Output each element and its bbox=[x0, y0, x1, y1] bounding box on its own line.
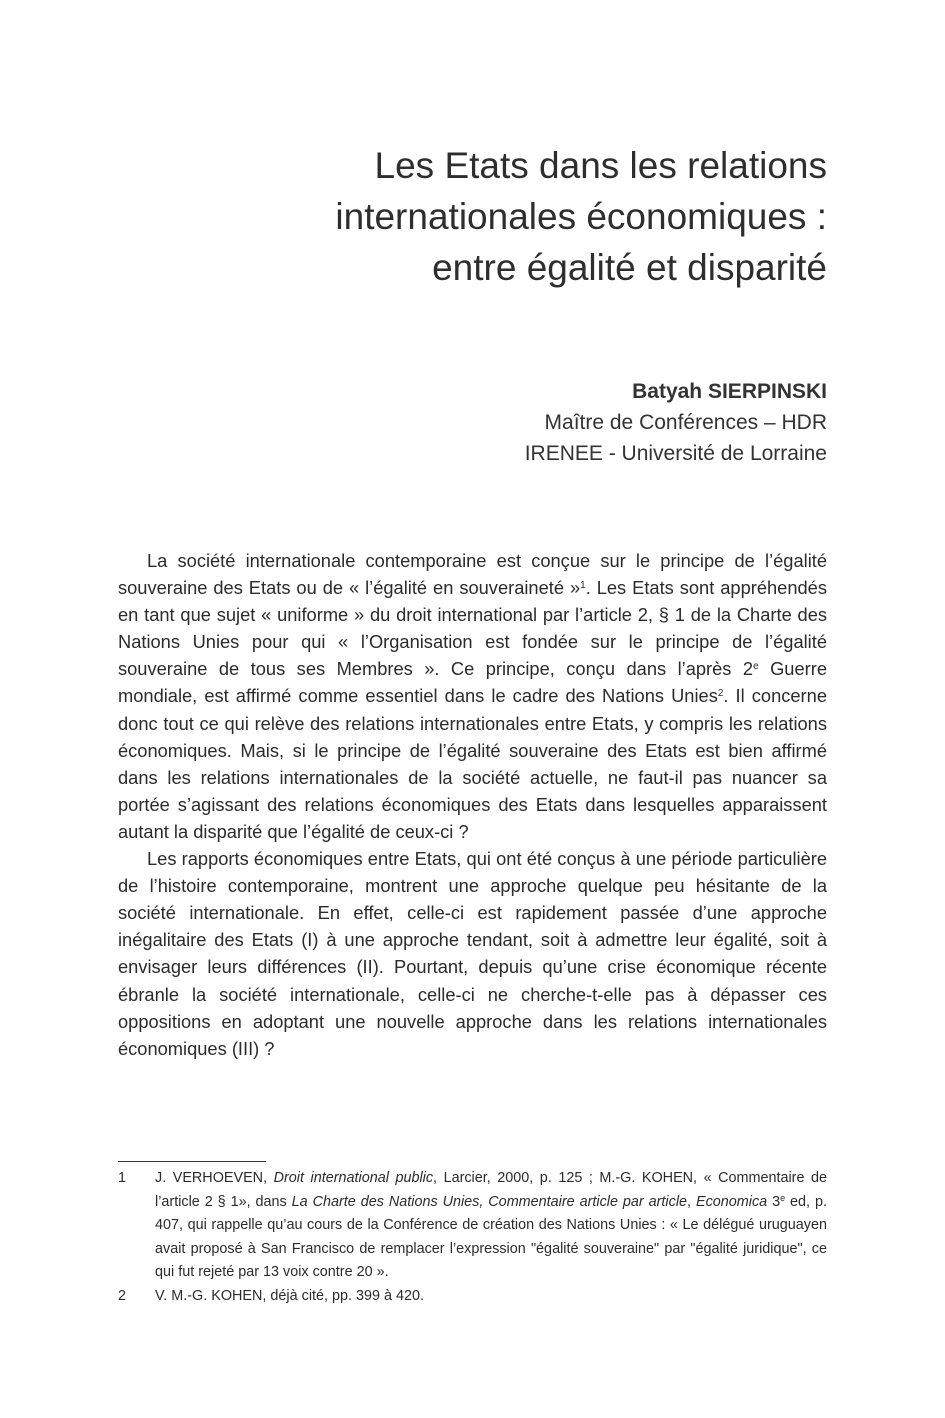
italic-title: Droit international public bbox=[273, 1170, 434, 1186]
title-line: Les Etats dans les relations bbox=[374, 145, 827, 186]
text-segment: , Larcier, 2000, p. 125 ; M.-G. KOHEN, « Commentaire de l’article 2 § 1», dans bbox=[155, 1170, 827, 1210]
text-segment: J. VERHOEVEN, bbox=[155, 1170, 274, 1186]
author-position: Maître de Conférences – HDR bbox=[544, 411, 827, 434]
text-segment: Guerre mondiale, est affirmé comme essentiel dans le cadre des Nations Unies bbox=[118, 658, 827, 707]
article-body bbox=[118, 547, 827, 1062]
text-segment: . Les Etats sont appréhendés en tant que sujet « uniforme » du droit international par l’article 2, § 1 de la Charte des Nations Unies pour qui « l’Organisation est fondée sur le principe de l’égalité souveraine de tous ses Membres ». Ce principe, conçu dans l’après 2 bbox=[118, 577, 827, 680]
text-segment: V. M.-G. KOHEN, déjà cité, pp. 399 à 420. bbox=[155, 1287, 425, 1304]
ordinal-superscript: e bbox=[753, 661, 759, 673]
article-title bbox=[200, 140, 827, 293]
paragraph: Les rapports économiques entre Etats, qui ont été conçus à une période particulière de l’histoire contemporaine, montrent une approche quelque peu hésitante de la société internationale. En effet, celle-ci est rapidement passée d’une approche inégalitaire des Etats (I) à une approche tendant, soit à admettre leur égalité, soit à envisager leurs différences (II). Pourtant, depuis qu’une crise économique récente ébranle la société internationale, celle-ci ne cherche-t-elle pas à dépasser ces oppositions en adoptant une nouvelle approche dans les relations internationales économiques (III) ? bbox=[118, 848, 827, 1059]
paragraph bbox=[118, 547, 827, 845]
footnote-1 bbox=[118, 1167, 827, 1285]
author-block bbox=[525, 376, 827, 469]
footnote-number: 2 bbox=[118, 1287, 127, 1304]
footnote-number: 1 bbox=[118, 1170, 127, 1186]
italic-publisher: Economica bbox=[695, 1193, 768, 1210]
footnotes bbox=[118, 1167, 827, 1308]
text-segment: , bbox=[687, 1193, 696, 1210]
text-segment: ed, p. 407, qui rappelle qu’au cours de la Conférence de création des Nations Unies : « Le délégué uruguayen avait proposé à San Francisco de remplacer l’expression "égalité souveraine" par "égalité juridique", ce qui fut rejeté par 13 voix contre 20 ». bbox=[155, 1193, 827, 1280]
footnote-ref-1[interactable]: 1 bbox=[580, 580, 586, 592]
text-segment: 3 bbox=[767, 1193, 781, 1210]
footnote-2 bbox=[118, 1285, 827, 1309]
footnote-divider bbox=[118, 1161, 266, 1162]
text-segment: . Il concerne donc tout ce qui relève des relations internationales entre Etats, y compris les relations économiques. Mais, si le principe de l’égalité souveraine des Etats est bien affirmé dans les relations internationales de la société actuelle, ne faut-il pas nuancer sa portée s’agissant des relations économiques des Etats dans lesquelles apparaissent autant la disparité que l’égalité de ceux-ci ? bbox=[118, 685, 827, 842]
author-name: Batyah SIERPINSKI bbox=[632, 380, 827, 403]
footnote-ref-2[interactable]: 2 bbox=[717, 688, 724, 700]
title-line: entre égalité et disparité bbox=[432, 247, 827, 288]
ordinal-superscript: e bbox=[780, 1192, 786, 1203]
italic-title: La Charte des Nations Unies, Commentaire article par article bbox=[291, 1193, 688, 1210]
text-segment: La société internationale contemporaine est conçue sur le principe de l’égalité souveraine des Etats ou de « l’égalité en souveraineté » bbox=[118, 550, 827, 599]
author-affiliation: IRENEE - Université de Lorraine bbox=[524, 442, 827, 465]
title-line: internationales économiques : bbox=[335, 196, 827, 237]
